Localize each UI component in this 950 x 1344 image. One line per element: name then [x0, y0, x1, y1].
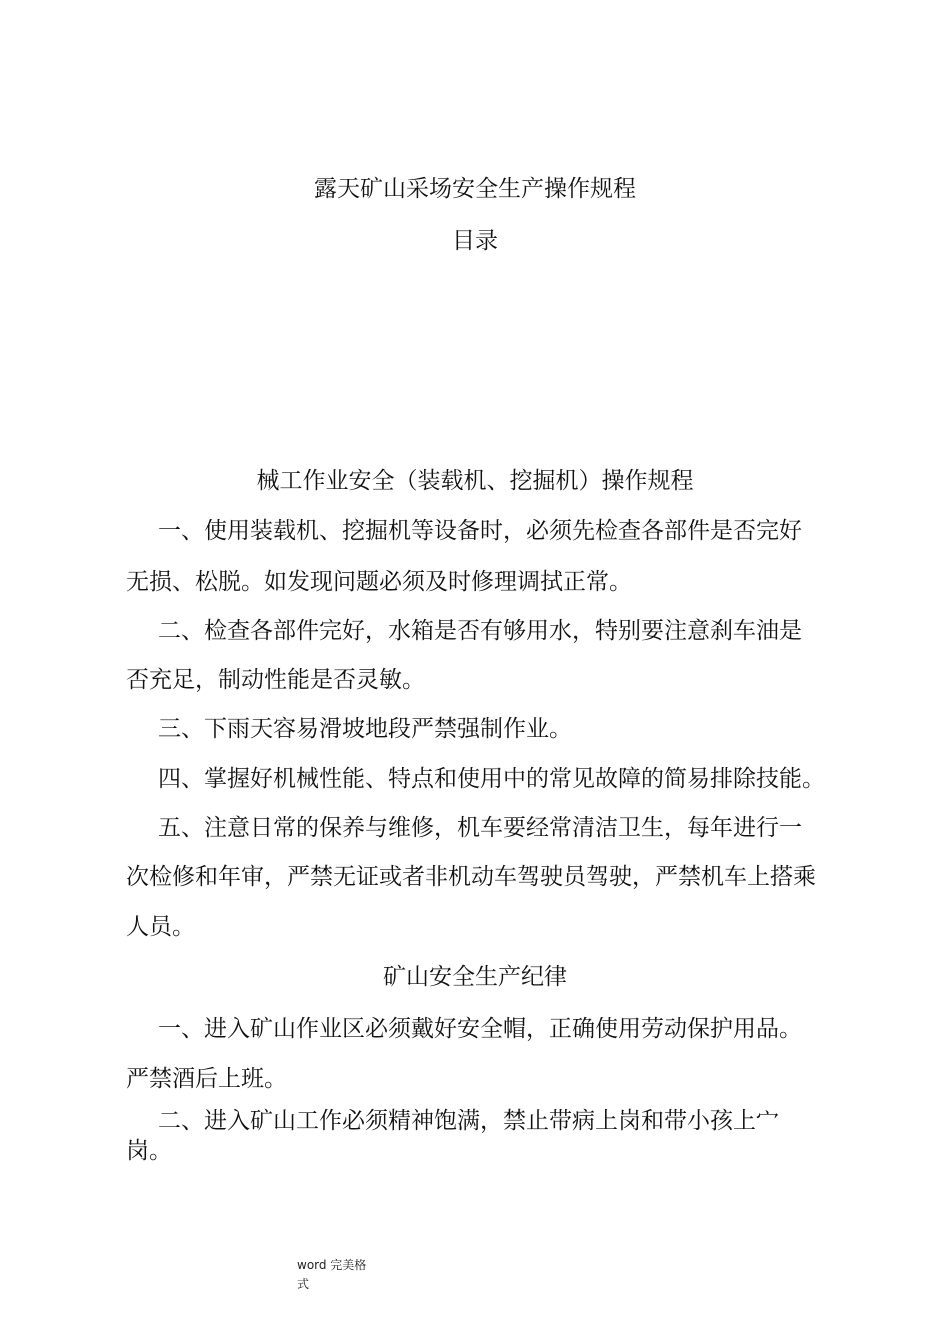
page-footer [297, 1256, 366, 1294]
section-heading-machinery: 械工作业安全（装载机、挖掘机）操作规程 [256, 468, 694, 494]
footer-line: 式 [297, 1277, 310, 1291]
paragraph-line: 二、进入矿山工作必须精神饱满，禁止带病上岗和带小孩上宀 [158, 1108, 779, 1134]
paragraph-line: 人员。 [126, 914, 195, 940]
section-heading-discipline: 矿山安全生产纪律 [383, 964, 567, 990]
paragraph-line: 三、下雨天容易滑坡地段严禁强制作业。 [158, 716, 572, 742]
paragraph-line: 五、注意日常的保养与维修，机车要经常清洁卫生，每年进行一 [158, 815, 802, 841]
paragraph-line: 无损、松脱。如发现问题必须及时修理调拭正常。 [126, 569, 632, 595]
paragraph-line: 一、使用装载机、挖掘机等设备时，必须先检查各部件是否完好 [158, 518, 802, 544]
paragraph-line: 否充足，制动性能是否灵敏。 [126, 667, 425, 693]
document-title: 露天矿山采场安全生产操作规程 [314, 176, 636, 202]
paragraph-line: 四、掌握好机械性能、特点和使用中的常见故障的简易排除技能。 [158, 766, 825, 792]
paragraph-line: 一、进入矿山作业区必须戴好安全帽，正确使用劳动保护用品。 [158, 1016, 802, 1042]
paragraph-line: 岗。 [126, 1138, 172, 1164]
paragraph-line: 次检修和年审，严禁无证或者非机动车驾驶员驾驶，严禁机车上搭乘 [126, 864, 816, 890]
footer-line: word 完美格 [297, 1258, 367, 1272]
toc-heading: 目录 [452, 228, 498, 254]
paragraph-line: 二、检查各部件完好，水箱是否有够用水，特别要注意刹车油是 [158, 618, 802, 644]
paragraph-line: 严禁酒后上班。 [126, 1066, 287, 1092]
